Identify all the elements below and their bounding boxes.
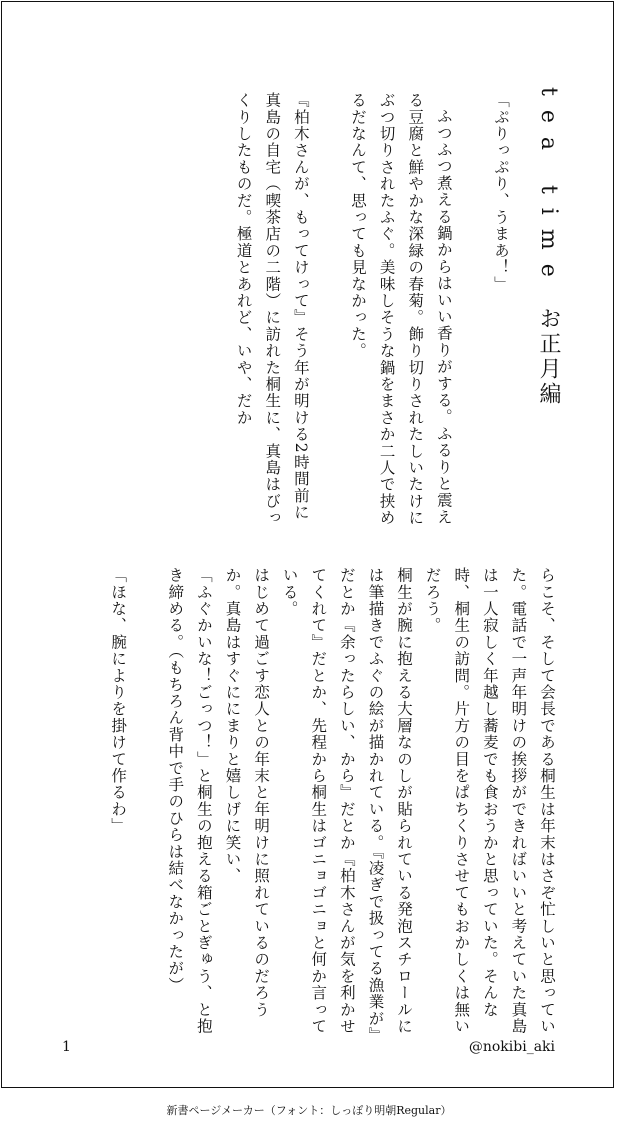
blank-line [458,92,487,532]
lower-text-block [61,567,561,1047]
page-title [520,87,576,417]
upper-text-block [55,92,515,532]
page-number: 1 [62,1039,71,1055]
dialogue-line: 「ぷりっぷり、うまあ！」 [492,92,510,293]
title-english: tea time [536,87,561,291]
blank-line [132,567,161,1047]
paragraph: らこそ、そして会長である桐生は年末はさぞ忙しいと思っていた。電話で一声年明けの挨拶ができればいいと考えていた真島は一人寂しく年越し蕎麦でも食おうかと思っていた。そんな時、桐生の訪問。片方の目をぱちくりさせてもおかしくは無いだろう。 [423,567,556,1035]
footer-credit: 新書ページメーカー（フォント：しっぽり明朝Regular） [166,1104,452,1117]
author-handle: @nokibi_aki [468,1039,555,1055]
paragraph: 『柏木さんが、もってけって』そう年が明ける2時間前に真島の自宅（喫茶店の二階）に訪れた桐生に、真島はびっくりしたものだ。極道とあれど、いや、だか [234,92,310,527]
paragraph: ふつふつ煮える鍋からはいい香りがする。ふるりと震える豆腐と鮮やかな深緑の春菊。飾り切りされたしいたけにぶつ切りされたふぐ。美味しそうな鍋をまさか二人で挟めるだなんて、思っても見なかった。 [349,92,453,527]
dialogue-line: 「ほな、腕によりを掛けて作るわ」 [109,567,128,835]
paragraph: はじめて過ごす恋人との年末と年明けに照れているのだろうか。真島はすぐににまりと嬉しげに笑い、 [223,567,271,1018]
paragraph: 桐生が腕に抱える大層なのしが貼られている発泡スチロールには筆描きでふぐの絵が描かれている。『凌ぎで扱ってる漁業が』だとか『余ったらしい、から』だとか『柏木さんが気を利かせてくれて』だとか、先程から桐生はゴニョゴニョと何か言っている。 [280,567,414,1044]
novel-page [1,1,614,1088]
title-japanese: お正月編 [536,306,561,407]
blank-line [315,92,344,532]
dialogue-line: 「ふぐかいな！ごっつ！」と桐生の抱える箱ごとぎゅう、と抱き締める。（もちろん背中で手のひらは結べなかったが） [166,567,213,1035]
